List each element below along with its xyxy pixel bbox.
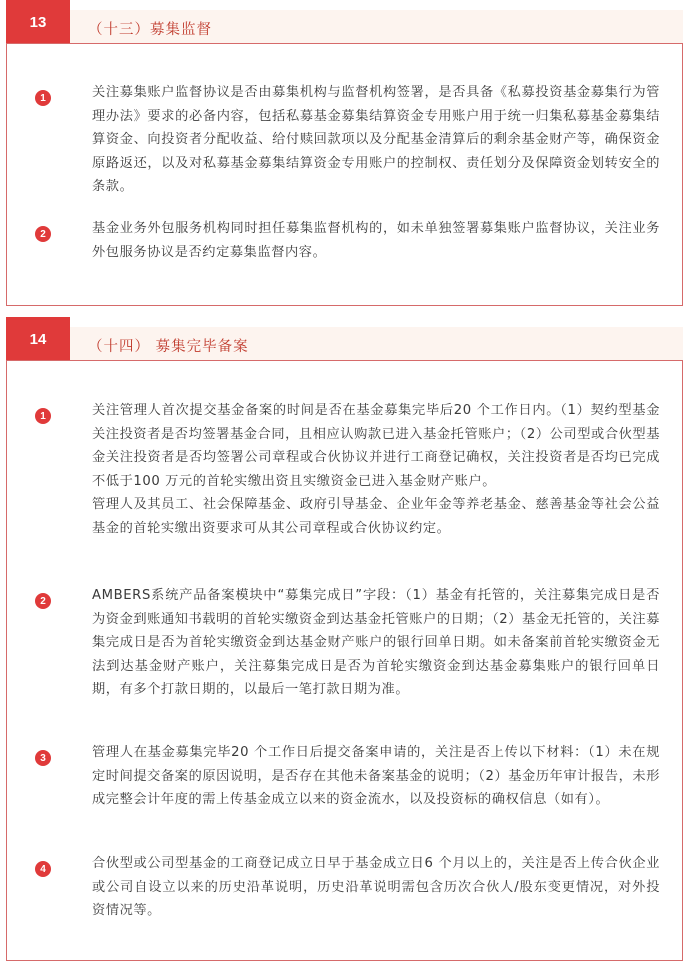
item-number-badge: 1 [35,90,51,106]
item-text [92,852,660,923]
item-text [92,217,660,264]
item-number-badge: 2 [35,593,51,609]
section-content-box [6,360,683,961]
item-number-badge: 2 [35,226,51,242]
item-text [92,399,660,541]
item-number-badge: 1 [35,408,51,424]
section-title: （十三）募集监督 [88,22,212,38]
item-paragraph: AMBERS系统产品备案模块中“募集完成日”字段：（1）基金有托管的，关注募集完成日是否为资金到账通知书载明的首轮实缴资金到达基金托管账户的日期；（2）基金无托管的，关注募集完成日是否为首轮实缴资金到达基金财产账户的银行回单日期。如未备案前首轮实缴资金无法到达基金财产账户，关注募集完成日是否为首轮实缴资金到达基金募集账户的银行回单日期，有多个打款日期的，以最后一笔打款日期为准。 [92,588,660,698]
list-item [35,217,660,264]
item-paragraph: 合伙型或公司型基金的工商登记成立日早于基金成立日6 个月以上的，关注是否上传合伙企业或公司自设立以来的历史沿革说明，历史沿革说明需包含历次合伙人/股东变更情况，对外投资情况等。 [92,856,660,919]
item-paragraph: 关注募集账户监督协议是否由募集机构与监督机构签署，是否具备《私募投资基金募集行为管理办法》要求的必备内容，包括私募基金募集结算资金专用账户用于统一归集私募基金募集结算资金、向投资者分配收益、给付赎回款项以及分配基金清算后的剩余基金财产等，确保资金原路返还，以及对私募基金募集结算资金专用账户的控制权、责任划分及保障资金划转安全的条款。 [92,85,660,195]
section-number: 13 [6,0,70,44]
item-paragraph: 管理人及其员工、社会保障基金、政府引导基金、企业年金等养老基金、慈善基金等社会公益基金的首轮实缴出资要求可从其公司章程或合伙协议约定。 [92,497,660,536]
section-title: （十四） 募集完毕备案 [88,339,249,355]
section-header [6,0,683,43]
item-text [92,741,660,812]
item-text [92,81,660,199]
list-item [35,852,660,923]
list-item [35,399,660,541]
section-content-box [6,43,683,306]
item-paragraph: 关注管理人首次提交基金备案的时间是否在基金募集完毕后20 个工作日内。（1）契约型基金关注投资者是否均签署基金合同，且相应认购款已进入基金托管账户；（2）公司型或合伙型基金关注投资者是否均签署公司章程或合伙协议并进行工商登记确权，关注投资者是否均已完成不低于100 万元的首轮实缴出资且实缴资金已进入基金财产账户。 [92,403,660,489]
section-header [6,317,683,360]
list-item [35,741,660,812]
item-text [92,584,660,702]
section-14 [0,317,685,961]
section-number: 14 [6,317,70,361]
item-number-badge: 4 [35,861,51,877]
list-item [35,81,660,199]
list-item [35,584,660,702]
item-paragraph: 管理人在基金募集完毕20 个工作日后提交备案申请的，关注是否上传以下材料：（1）未在规定时间提交备案的原因说明，是否存在其他未备案基金的说明；（2）基金历年审计报告，未形成完整会计年度的需上传基金成立以来的资金流水，以及投资标的确权信息（如有）。 [92,745,660,808]
section-13 [0,0,685,306]
item-paragraph: 基金业务外包服务机构同时担任募集监督机构的，如未单独签署募集账户监督协议，关注业务外包服务协议是否约定募集监督内容。 [92,221,660,260]
item-number-badge: 3 [35,750,51,766]
